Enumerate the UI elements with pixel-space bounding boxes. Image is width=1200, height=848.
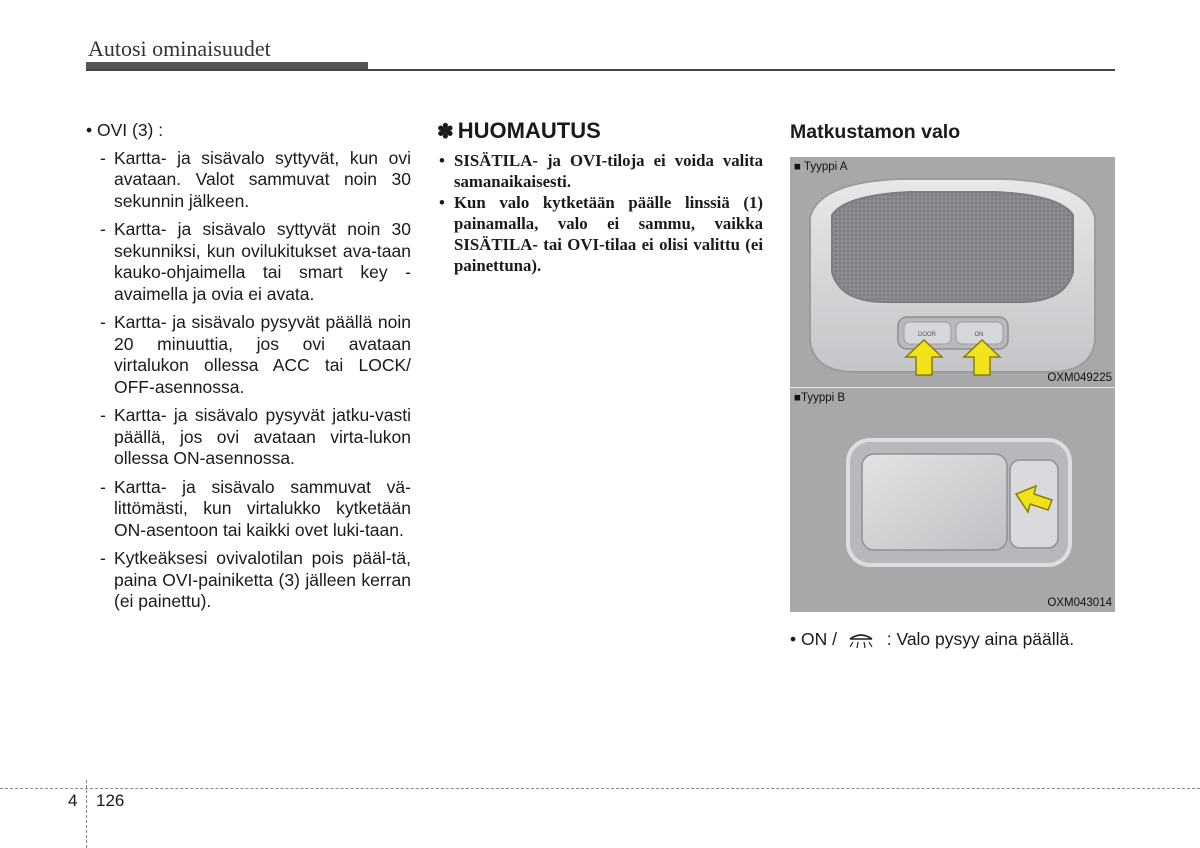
footer-divider [0,788,1200,789]
page-header-title: Autosi ominaisuudet [88,36,271,61]
note-star-icon: ✽ [437,121,454,143]
list-item: - Kartta- ja sisävalo sammuvat vä-littömästi, kun virtalukko kytketään ON-asentoon tai kaikki ovet luki-taan. [100,476,411,540]
figure-type-a [790,157,1115,387]
list-item-text: Kartta- ja sisävalo pysyvät päällä noin 20 minuuttia, jos ovi avataan virtalukon ollessa ACC tai LOCK/ OFF-asennossa. [114,312,411,397]
note-item-text: Kun valo kytketään päälle linssiä (1) painamalla, valo ei sammu, vaikka SISÄTILA- tai OVI-tilaa ei olisi valittu (ei painettuna). [454,193,763,275]
list-item: - Kytkeäksesi ovivalotilan pois pääl-tä, paina OVI-painiketta (3) jälleen kerran (ei painettu). [100,548,411,611]
door-mode-section [86,120,411,620]
on-mode-line [790,627,1074,654]
list-item: - Kartta- ja sisävalo pysyvät päällä noin 20 minuuttia, jos ovi avataan virtalukon ollessa ACC tai LOCK/ OFF-asennossa. [100,312,411,397]
list-item: - Kartta- ja sisävalo pysyvät jatku-vasti päällä, jos ovi avataan virta-lukon ollessa ON-asennossa. [100,405,411,468]
overhead-lamp-type-b-illustration [790,388,1115,612]
section-title: Matkustamon valo [790,121,961,143]
chapter-number: 4 [68,791,78,810]
list-item: - Kartta- ja sisävalo syttyvät noin 30 sekunniksi, kun ovilukitukset ava-taan kauko-ohjaimella tai smart key -avaimella ja ovia ei avata. [100,219,411,304]
list-item-text: Kytkeäksesi ovivalotilan pois pääl-tä, paina OVI-painiketta (3) jälleen kerran (ei painettu). [114,548,411,611]
on-mode-prefix: • ON / [790,629,837,650]
figure-label: ■Tyyppi B [794,392,846,404]
figure-code: OXM043014 [1047,597,1112,609]
page-number: 126 [96,791,125,810]
list-item: - Kartta- ja sisävalo syttyvät, kun ovi avataan. Valot sammuvat noin 30 sekunnin jälkeen. [100,147,411,211]
footer-vertical-divider [86,780,87,848]
note-heading [437,118,763,144]
header-rule [86,69,1115,71]
figure-code: OXM049225 [1047,372,1112,384]
svg-text:DOOR: DOOR [918,332,936,338]
svg-text:ON: ON [974,332,984,338]
header-rule-thick [86,62,368,69]
list-item-text: Kartta- ja sisävalo syttyvät, kun ovi avataan. Valot sammuvat noin 30 sekunnin jälkeen. [114,147,411,211]
lamp-icon [846,627,876,654]
door-mode-bullet: • OVI (3) : [86,120,164,140]
figure-type-b [790,387,1115,612]
note-item-text: SISÄTILA- ja OVI-tiloja ei voida valita samanaikaisesti. [454,151,763,191]
list-item-text: Kartta- ja sisävalo pysyvät jatku-vasti päällä, jos ovi avataan virta-lukon ollessa ON-asennossa. [114,405,411,468]
on-mode-description: : Valo pysyy aina päällä. [886,629,1075,650]
note-heading-text: HUOMAUTUS [457,118,601,143]
overhead-lamp-type-a-illustration [790,157,1115,387]
note-item: • SISÄTILA- ja OVI-tiloja ei voida valita samanaikaisesti. [439,151,763,191]
figure-label: ■ Tyyppi A [794,161,848,173]
note-item: • Kun valo kytketään päälle linssiä (1) painamalla, valo ei sammu, vaikka SISÄTILA- tai OVI-tilaa ei olisi valittu (ei painettuna). [439,193,763,275]
list-item-text: Kartta- ja sisävalo sammuvat vä-littömästi, kun virtalukko kytketään ON-asentoon tai kaikki ovet luki-taan. [114,476,411,540]
note-box [437,118,763,276]
list-item-text: Kartta- ja sisävalo syttyvät noin 30 sekunniksi, kun ovilukitukset ava-taan kauko-ohjaimella tai smart key -avaimella ja ovia ei avata. [114,219,411,304]
